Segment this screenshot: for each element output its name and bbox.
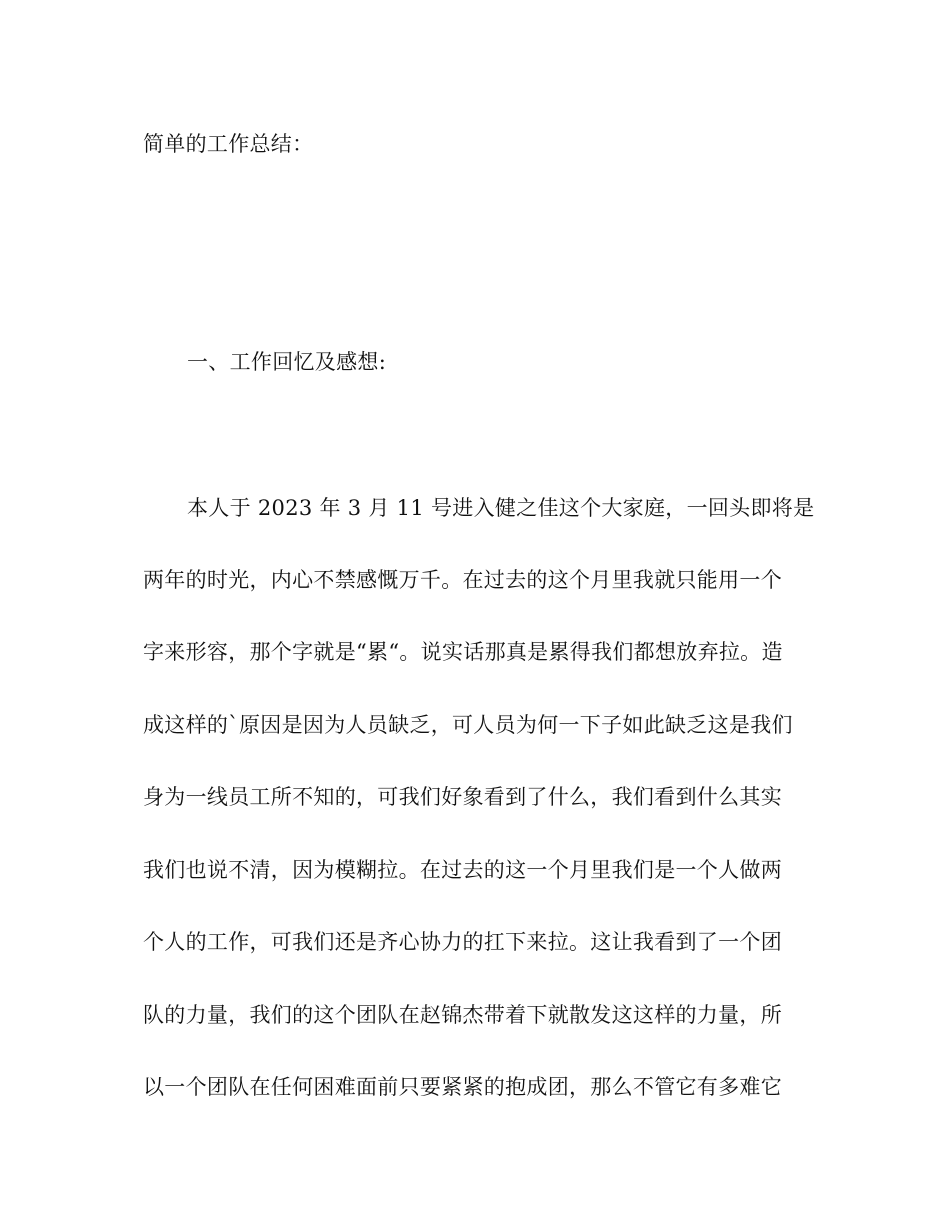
paragraph-line: 队的力量，我们的这个团队在赵锦杰带着下就散发这这样的力量，所 [143, 1003, 782, 1027]
paragraph-line: 字来形容，那个字就是“累“。说实话那真是累得我们都想放弃拉。造 [143, 640, 783, 664]
paragraph-line: 成这样的`原因是因为人员缺乏，可人员为何一下子如此缺乏这是我们 [143, 713, 793, 737]
section-heading: 一、工作回忆及感想: [187, 350, 387, 374]
paragraph-line: 个人的工作，可我们还是齐心协力的扛下来拉。这让我看到了一个团 [143, 930, 782, 954]
paragraph-line: 我们也说不清，因为模糊拉。在过去的这一个月里我们是一个人做两 [143, 858, 782, 882]
paragraph-line: 两年的时光，内心不禁感慨万千。在过去的这个月里我就只能用一个 [143, 568, 782, 592]
paragraph-line: 身为一线员工所不知的，可我们好象看到了什么，我们看到什么其实 [143, 785, 782, 809]
document-title: 简单的工作总结： [143, 132, 314, 156]
paragraph-line: 本人于 2023 年 3 月 11 号进入健之佳这个大家庭，一回头即将是 [187, 496, 815, 520]
paragraph-line: 以一个团队在任何困难面前只要紧紧的抱成团，那么不管它有多难它 [143, 1075, 782, 1099]
